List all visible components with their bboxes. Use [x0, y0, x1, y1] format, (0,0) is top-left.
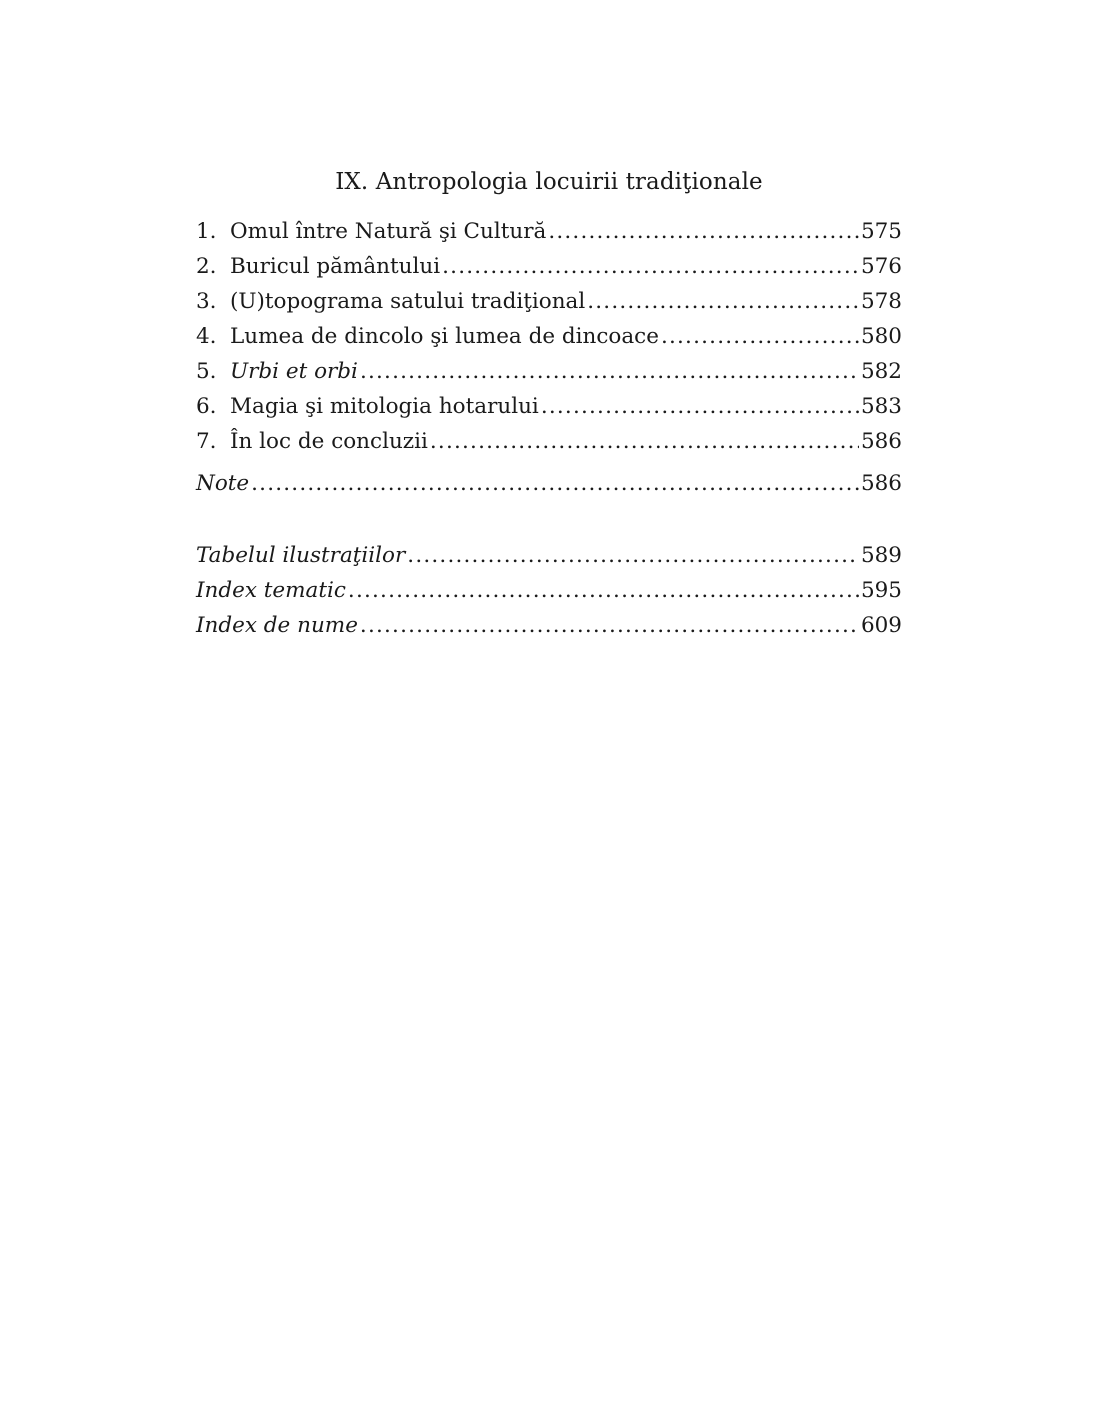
- toc-entry-page: 580: [860, 324, 902, 349]
- toc-notes: [196, 466, 902, 501]
- toc-entry-number: 1.: [196, 219, 217, 244]
- dot-leader: [360, 354, 859, 389]
- toc-entry-title: Buricul pământului: [230, 254, 441, 279]
- dot-leader: [251, 466, 859, 501]
- toc-entry-page: 609: [860, 613, 902, 638]
- toc-entry-title: Index de nume: [196, 613, 358, 638]
- toc-back-matter: [196, 538, 902, 643]
- dot-leader: [348, 573, 859, 608]
- toc-entry-number: 7.: [196, 429, 217, 454]
- chapter-title: IX. Antropologia locuirii tradiţionale: [335, 169, 763, 195]
- toc-entry-title: Lumea de dincolo şi lumea de dincoace: [230, 324, 659, 349]
- toc-entry-number: 4.: [196, 324, 217, 349]
- toc-entry: [196, 214, 902, 249]
- toc-entry-page: 586: [860, 429, 902, 454]
- dot-leader: [430, 424, 859, 459]
- toc-entry-page: 576: [860, 254, 902, 279]
- dot-leader: [442, 249, 859, 284]
- toc-entry: [196, 538, 902, 573]
- toc-entry: [196, 319, 902, 354]
- toc-entry-notes: [196, 466, 902, 501]
- toc-entry: [196, 284, 902, 319]
- toc-entry-title: Note: [196, 471, 250, 496]
- toc-entry-page: 595: [860, 578, 902, 603]
- toc-entry-page: 578: [860, 289, 902, 314]
- toc-chapter-items: [196, 214, 902, 459]
- dot-leader: [548, 214, 859, 249]
- toc-entry-page: 582: [860, 359, 902, 384]
- toc-entry-page: 586: [860, 471, 902, 496]
- toc-entry-title: Tabelul ilustraţiilor: [196, 543, 406, 568]
- toc-entry-title: Urbi et orbi: [230, 359, 358, 384]
- toc-entry-title: Index tematic: [196, 578, 346, 603]
- toc-entry: [196, 249, 902, 284]
- toc-entry-title: Magia şi mitologia hotarului: [230, 394, 539, 419]
- toc-entry-number: 5.: [196, 359, 217, 384]
- toc-entry-title: În loc de concluzii: [230, 429, 428, 454]
- dot-leader: [541, 389, 859, 424]
- toc-entry: [196, 354, 902, 389]
- toc-entry-title: Omul între Natură şi Cultură: [230, 219, 547, 244]
- toc-entry: [196, 573, 902, 608]
- toc-entry: [196, 608, 902, 643]
- toc-entry-number: 2.: [196, 254, 217, 279]
- dot-leader: [661, 319, 859, 354]
- toc-entry-title: (U)topograma satului tradiţional: [230, 289, 586, 314]
- toc-entry-page: 583: [860, 394, 902, 419]
- dot-leader: [407, 538, 859, 573]
- toc-entry: [196, 424, 902, 459]
- toc-entry-number: 6.: [196, 394, 217, 419]
- toc-entry-page: 589: [860, 543, 902, 568]
- dot-leader: [587, 284, 859, 319]
- dot-leader: [360, 608, 859, 643]
- toc-entry-number: 3.: [196, 289, 217, 314]
- toc-entry-page: 575: [860, 219, 902, 244]
- toc-entry: [196, 389, 902, 424]
